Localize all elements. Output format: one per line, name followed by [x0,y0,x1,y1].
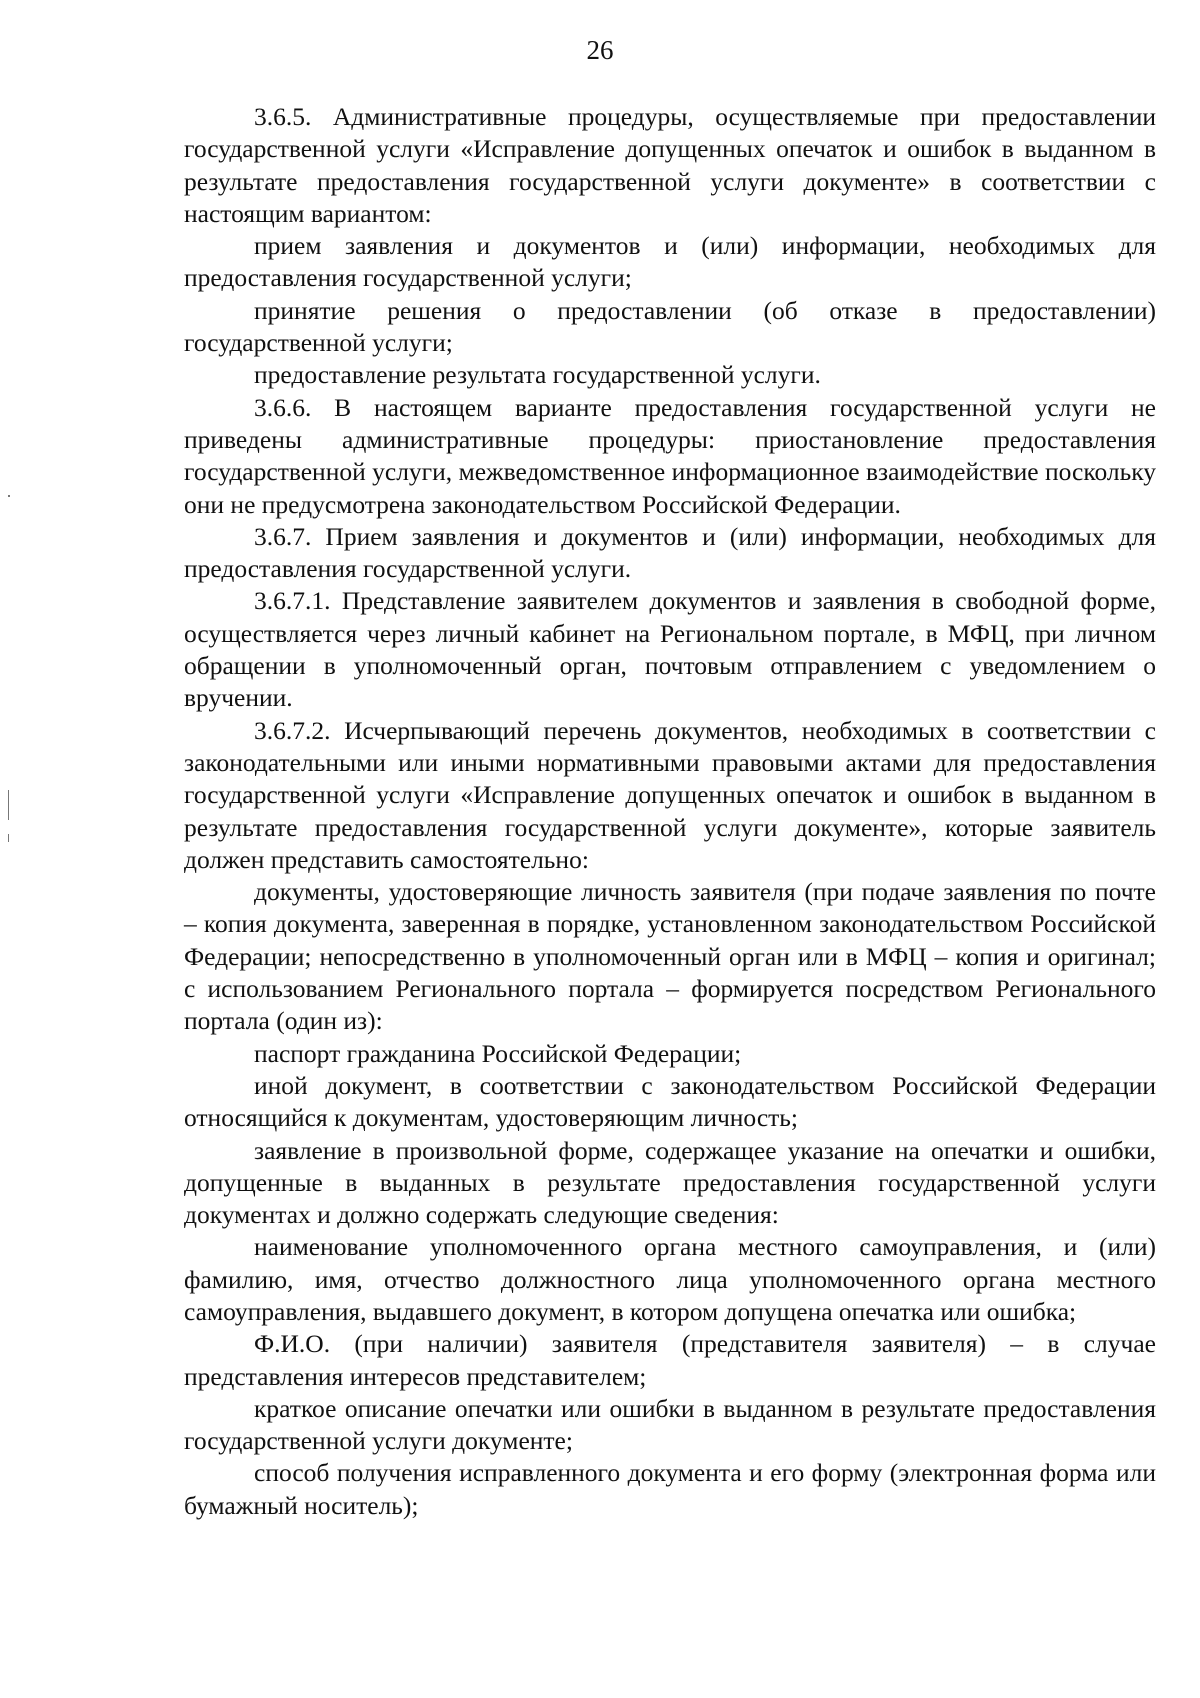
paragraph-3-6-7: 3.6.7. Прием заявления и документов и (или) информации, необходимых для предоставления государственной услуги. [184,521,1156,584]
document-body [184,101,1156,1522]
list-item-passport: паспорт гражданина Российской Федерации; [254,1038,742,1068]
list-item-error-description: краткое описание опечатки или ошибки в выданном в результате предоставления государственной услуги документе; [184,1393,1156,1456]
list-item-receipt-method: способ получения исправленного документа и его форму (электронная форма или бумажный носитель); [184,1458,1156,1520]
list-item-authority-name: наименование уполномоченного органа местного самоуправления, и (или) фамилию, имя, отчество должностного лица уполномоченного органа местного самоуправления, выдавшего документ, в котором допущена опечатка или ошибка; [184,1232,1156,1326]
list-item-other-document: иной документ, в соответствии с законодательством Российской Федерации относящийся к документам, удостоверяющим личность; [184,1070,1156,1133]
list-item-identity-documents: документы, удостоверяющие личность заявителя (при подаче заявления по почте – копия документа, заверенная в порядке, установленном законодательством Российской Федерации; непосредственно в уполномоченный орган или в МФЦ – копия и оригинал; с использованием Регионального портала – формируется посредством Регионального портала (один из): [184,877,1156,1036]
page-number: 26 [586,35,614,65]
scan-artifact-mark [8,790,9,820]
paragraph-3-6-7-2: 3.6.7.2. Исчерпывающий перечень документов, необходимых в соответствии с законодательными или иными нормативными правовыми актами для предоставления государственной услуги «Исправление допущенных опечаток и ошибок в выданном в результате предоставления государственной услуги документе», которые заявитель должен представить самостоятельно: [184,715,1156,874]
scan-artifact-mark [8,495,10,497]
list-item-applicant-name: Ф.И.О. (при наличии) заявителя (представителя заявителя) – в случае представления интересов представителем; [184,1329,1156,1391]
list-item-decision: принятие решения о предоставлении (об отказе в предоставлении) государственной услуги; [184,295,1156,358]
paragraph-3-6-7-1: 3.6.7.1. Представление заявителем документов и заявления в свободной форме, осуществляется через личный кабинет на Региональном портале, в МФЦ, при личном обращении в уполномоченный орган, почтовым отправлением с уведомлением о вручении. [184,586,1156,713]
scan-artifact-mark [8,834,9,842]
list-item-application: заявление в произвольной форме, содержащее указание на опечатки и ошибки, допущенные в выданных в результате предоставления государственной услуги документах и должно содержать следующие сведения: [184,1135,1156,1230]
paragraph-3-6-5: 3.6.5. Административные процедуры, осуществляемые при предоставлении государственной услуги «Исправление допущенных опечаток и ошибок в выданном в результате предоставления государственной услуги документе» в соответствии с настоящим вариантом: [184,102,1156,228]
list-item-reception: прием заявления и документов и (или) информации, необходимых для предоставления государственной услуги; [184,231,1156,293]
paragraph-3-6-6: 3.6.6. В настоящем варианте предоставления государственной услуги не приведены административные процедуры: приостановление предоставления государственной услуги, межведомственное информационное взаимодействие поскольку они не предусмотрена законодательством Российской Федерации. [184,392,1156,519]
list-item-result: предоставление результата государственной услуги. [254,360,821,390]
